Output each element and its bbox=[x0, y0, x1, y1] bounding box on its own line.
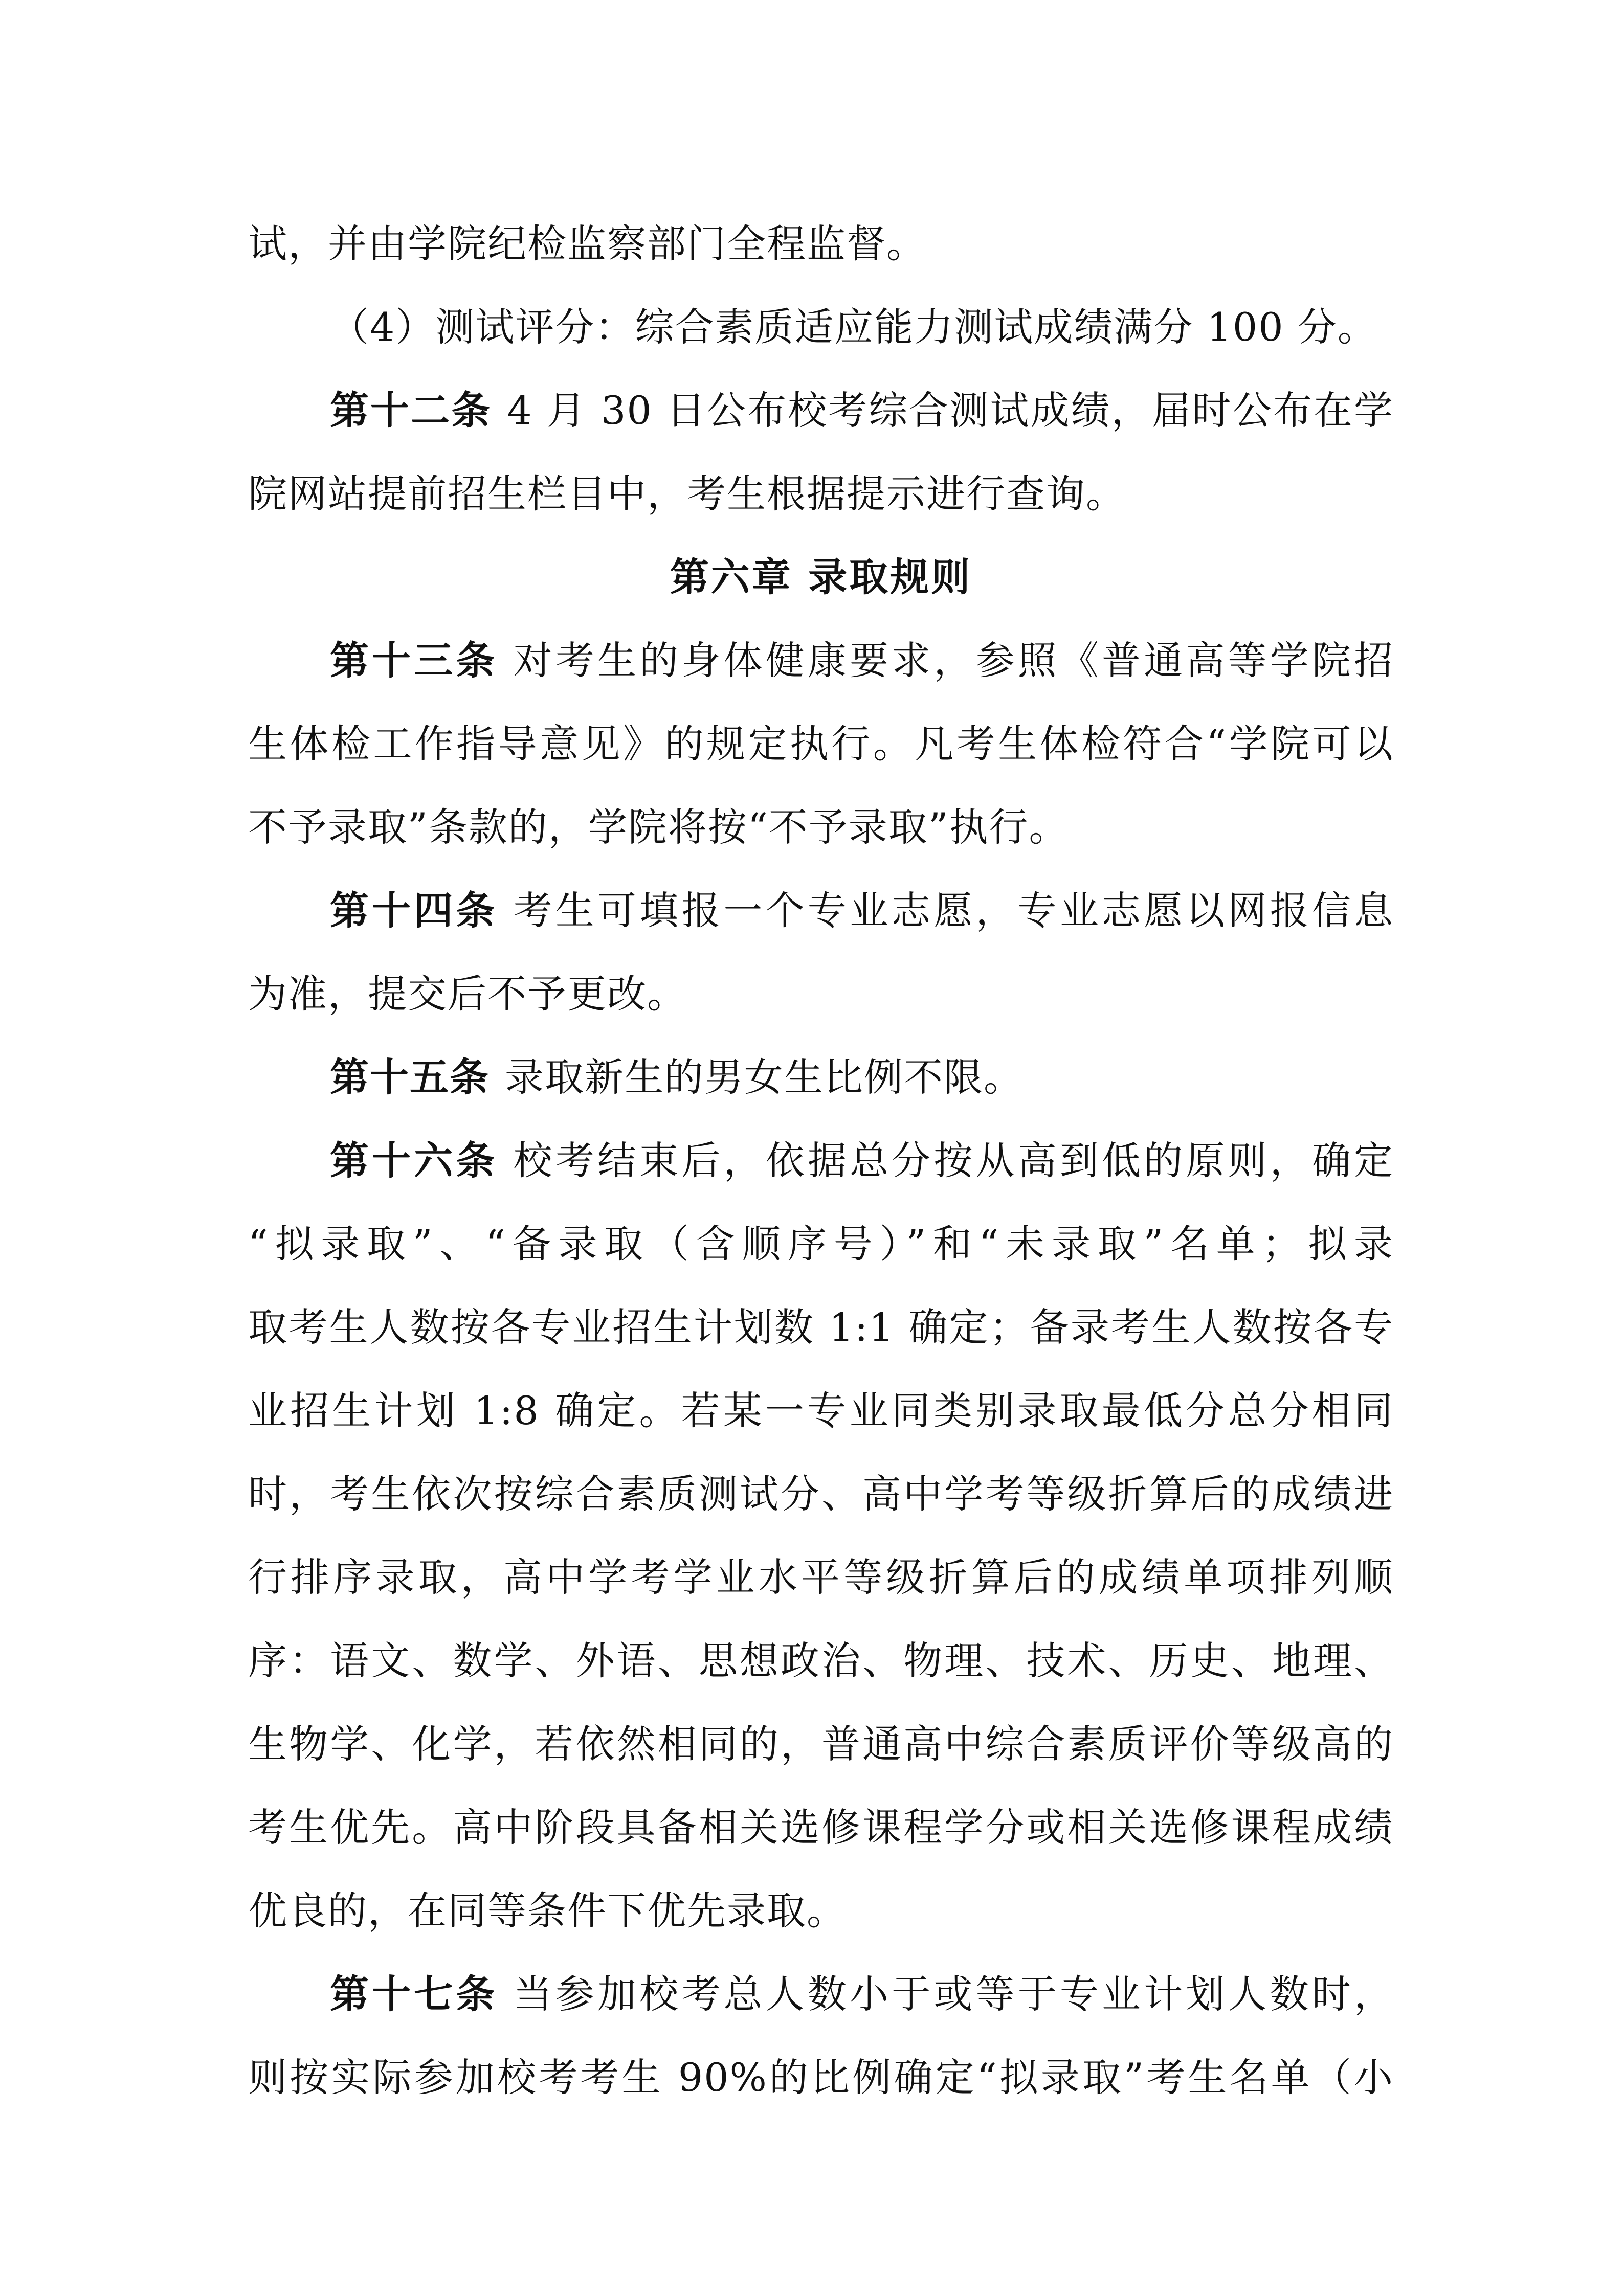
article-14-line-1 bbox=[248, 869, 1394, 952]
article-16-number: 第十六条 bbox=[330, 1138, 498, 1183]
paragraph-line: 为准，提交后不予更改。 bbox=[248, 971, 687, 1017]
paragraph-line: 试，并由学院纪检监察部门全程监督。 bbox=[248, 221, 926, 266]
article-15-number: 第十五条 bbox=[330, 1054, 490, 1100]
article-16-text: 校考结束后，依据总分按从高到低的原则，确定 bbox=[513, 1138, 1394, 1183]
paragraph-line: 则按实际参加校考考生 90%的比例确定“拟录取”考生名单（小 bbox=[248, 2055, 1394, 2100]
paragraph-line: 考生优先。高中阶段具备相关选修课程学分或相关选修课程成绩 bbox=[248, 1805, 1394, 1850]
article-13-line-1 bbox=[248, 619, 1394, 702]
paragraph-line: 优良的，在同等条件下优先录取。 bbox=[248, 1888, 847, 1933]
paragraph-line: 行排序录取，高中学考学业水平等级折算后的成绩单项排列顺 bbox=[248, 1555, 1394, 1600]
article-14-text: 考生可填报一个专业志愿，专业志愿以网报信息 bbox=[513, 888, 1394, 933]
article-17-line-1 bbox=[248, 1952, 1394, 2036]
paragraph-line: 生体检工作指导意见》的规定执行。凡考生体检符合“学院可以 bbox=[248, 721, 1394, 767]
document-page bbox=[248, 202, 1394, 2119]
article-14-number: 第十四条 bbox=[330, 888, 498, 933]
article-15-text: 录取新生的男女生比例不限。 bbox=[505, 1054, 1024, 1100]
article-15-line-1 bbox=[248, 1036, 1394, 1119]
paragraph-line: 生物学、化学，若依然相同的，普通高中综合素质评价等级高的 bbox=[248, 1721, 1394, 1767]
article-12-text: 4 月 30 日公布校考综合测试成绩，届时公布在学 bbox=[507, 388, 1394, 433]
paragraph-line: （4）测试评分：综合素质适应能力测试成绩满分 100 分。 bbox=[330, 304, 1377, 350]
paragraph-line: 序：语文、数学、外语、思想政治、物理、技术、历史、地理、 bbox=[248, 1638, 1394, 1683]
article-16-line-1 bbox=[248, 1119, 1394, 1202]
article-17-text: 当参加校考总人数小于或等于专业计划人数时， bbox=[513, 1971, 1394, 2017]
paragraph-line: 院网站提前招生栏目中，考生根据提示进行查询。 bbox=[248, 471, 1126, 516]
paragraph-line: 取考生人数按各专业招生计划数 1:1 确定；备录考生人数按各专 bbox=[248, 1304, 1394, 1350]
article-12-number: 第十二条 bbox=[330, 388, 492, 433]
paragraph-line: 业招生计划 1:8 确定。若某一专业同类别录取最低分总分相同 bbox=[248, 1388, 1394, 1433]
paragraph-line: 不予录取”条款的，学院将按“不予录取”执行。 bbox=[248, 804, 1069, 850]
article-13-text: 对考生的身体健康要求，参照《普通高等学院招 bbox=[513, 638, 1394, 683]
paragraph-line: 时，考生依次按综合素质测试分、高中学考等级折算后的成绩进 bbox=[248, 1471, 1394, 1517]
article-12-line-1 bbox=[248, 369, 1394, 452]
article-13-number: 第十三条 bbox=[330, 638, 498, 683]
article-17-number: 第十七条 bbox=[330, 1971, 498, 2017]
chapter-6-heading: 第六章 录取规则 bbox=[670, 554, 972, 600]
paragraph-line: “拟录取”、“备录取（含顺序号）”和“未录取”名单；拟录 bbox=[248, 1221, 1394, 1267]
